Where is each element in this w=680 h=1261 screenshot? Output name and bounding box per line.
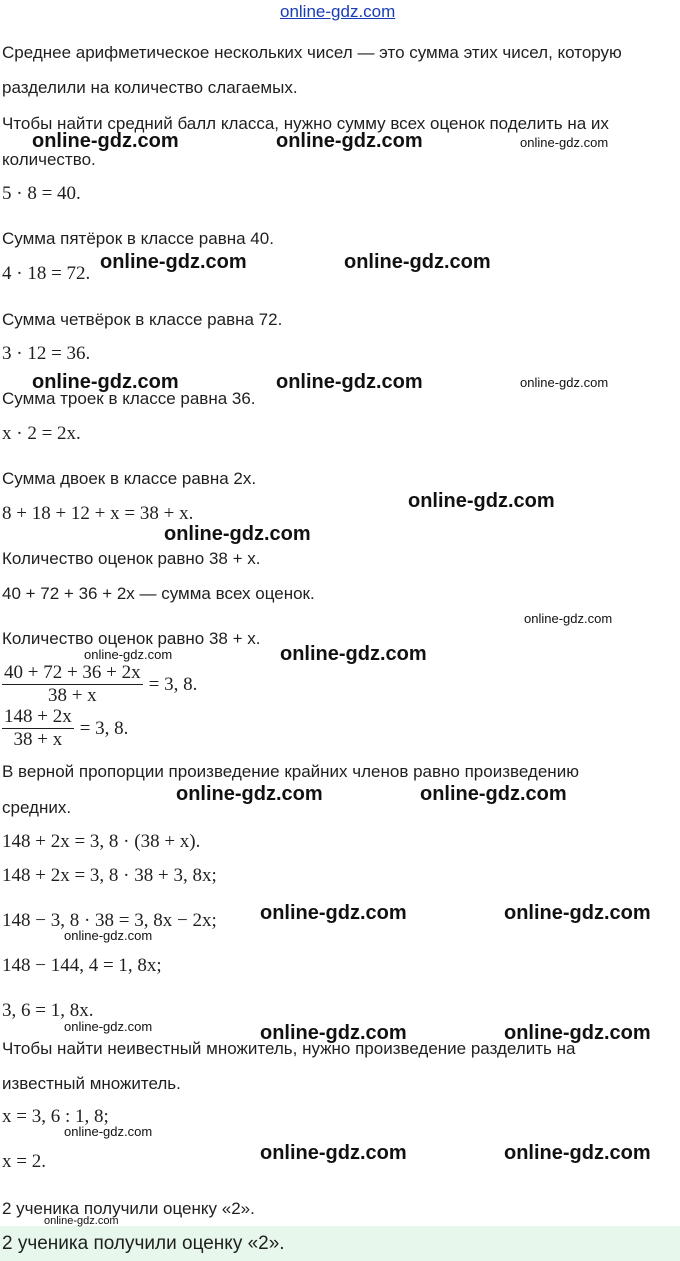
watermark: online-gdz.com: [260, 1022, 407, 1044]
watermark: online-gdz.com: [504, 1022, 651, 1044]
sum-fives-text: Сумма пятёрок в классе равна 40.: [2, 229, 274, 248]
equation-fives: 5 · 8 = 40.: [2, 183, 81, 204]
result-text: 2 ученика получили оценку «2».: [2, 1199, 255, 1218]
equation-threes: 3 · 12 = 36.: [2, 343, 91, 364]
count-text-2: Количество оценок равно 38 + x.: [2, 629, 261, 648]
watermark: online-gdz.com: [176, 783, 323, 805]
step-3: 148 − 3, 8 · 38 = 3, 8x − 2x;: [2, 910, 217, 931]
fraction-1-denominator: 38 + x: [2, 684, 143, 707]
watermark: online-gdz.com: [84, 647, 173, 662]
step-1: 148 + 2x = 3, 8 · (38 + x).: [2, 831, 201, 852]
answer-box: [0, 1226, 680, 1261]
step-7: x = 2.: [2, 1151, 46, 1172]
definition-line-2: разделили на количество слагаемых.: [2, 78, 298, 97]
watermark: online-gdz.com: [520, 135, 609, 150]
average-rule-line-2: количество.: [2, 150, 96, 169]
watermark: online-gdz.com: [32, 130, 179, 152]
factor-rule-line-1: Чтобы найти неивестный множитель, нужно произведение разделить на: [2, 1039, 576, 1058]
fraction-2-result: = 3, 8.: [79, 717, 129, 739]
fraction-1-numerator: 40 + 72 + 36 + 2x: [4, 662, 141, 683]
fraction-2-numerator: 148 + 2x: [4, 706, 72, 727]
definition-line-1: Среднее арифметическое нескольких чисел — это сумма этих чисел, которую: [2, 43, 622, 62]
watermark: online-gdz.com: [504, 902, 651, 924]
watermark: online-gdz.com: [64, 928, 153, 943]
watermark-top-link[interactable]: online-gdz.com: [280, 2, 396, 21]
watermark: online-gdz.com: [420, 783, 567, 805]
watermark: online-gdz.com: [164, 523, 311, 545]
watermark: online-gdz.com: [344, 251, 491, 273]
watermark: online-gdz.com: [520, 375, 609, 390]
step-5: 3, 6 = 1, 8x.: [2, 1000, 94, 1021]
equation-fours: 4 · 18 = 72.: [2, 263, 91, 284]
count-text-1: Количество оценок равно 38 + x.: [2, 549, 261, 568]
factor-rule-line-2: известный множитель.: [2, 1074, 181, 1093]
answer-text: 2 ученика получили оценку «2».: [2, 1233, 285, 1254]
watermark: online-gdz.com: [64, 1019, 153, 1034]
equation-count: 8 + 18 + 12 + x = 38 + x.: [2, 503, 194, 524]
proportion-rule-line-2: средних.: [2, 798, 72, 817]
equation-twos: x · 2 = 2x.: [2, 423, 81, 444]
watermark: online-gdz.com: [260, 902, 407, 924]
proportion-rule-line-1: В верной пропорции произведение крайних членов равно произведению: [2, 762, 579, 781]
step-2: 148 + 2x = 3, 8 · 38 + 3, 8x;: [2, 865, 217, 886]
watermark: online-gdz.com: [280, 643, 427, 665]
sum-threes-text: Сумма троек в классе равна 36.: [2, 389, 256, 408]
sum-twos-text: Сумма двоек в классе равна 2x.: [2, 469, 257, 488]
watermark: online-gdz.com: [44, 1215, 119, 1227]
watermark: online-gdz.com: [32, 371, 179, 393]
fraction-2-denominator: 38 + x: [2, 728, 74, 751]
fraction-equation-1: [2, 662, 197, 707]
average-rule-line-1: Чтобы найти средний балл класса, нужно сумму всех оценок поделить на их: [2, 114, 609, 133]
step-6: x = 3, 6 : 1, 8;: [2, 1106, 109, 1127]
step-4: 148 − 144, 4 = 1, 8x;: [2, 955, 162, 976]
watermark: online-gdz.com: [100, 251, 247, 273]
fraction-equation-2: [2, 706, 128, 751]
watermark: online-gdz.com: [504, 1142, 651, 1164]
watermark: online-gdz.com: [276, 371, 423, 393]
watermark: online-gdz.com: [260, 1142, 407, 1164]
sum-fours-text: Сумма четвёрок в классе равна 72.: [2, 310, 283, 329]
fraction-1-result: = 3, 8.: [148, 673, 198, 695]
watermark: online-gdz.com: [524, 611, 613, 626]
watermark: online-gdz.com: [276, 130, 423, 152]
total-sum-text: 40 + 72 + 36 + 2x — сумма всех оценок.: [2, 584, 315, 603]
watermark: online-gdz.com: [408, 490, 555, 512]
watermark: online-gdz.com: [64, 1124, 153, 1139]
